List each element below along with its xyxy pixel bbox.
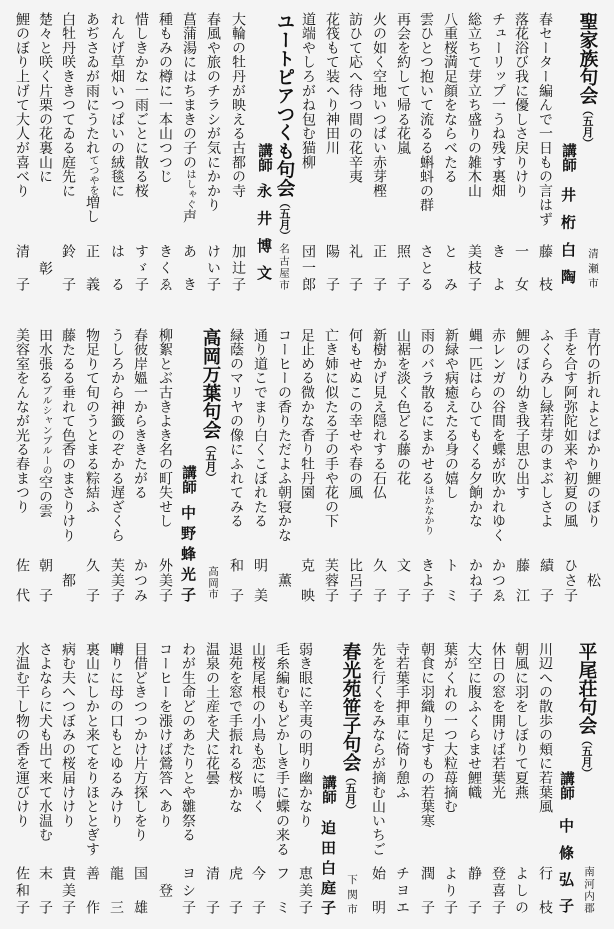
group-title-text: 高岡万葉句会 [200, 328, 221, 439]
group-location: 高岡市 [207, 566, 219, 599]
haiku-line: 新樹かげ見え隠れする石仏 [371, 328, 387, 500]
haiku-author: 国雄 [132, 866, 148, 914]
haiku-line: 葉がくれの一つ大粒苺摘む [442, 642, 458, 814]
haiku-line: 落花浴び我に優しさ戻りけり [513, 12, 529, 198]
haiku-author: きよ子 [419, 558, 435, 602]
haiku-author: 始明 [370, 866, 386, 914]
group-month: （五月） [580, 734, 593, 779]
group-title-text: 聖家族句会 [577, 12, 598, 105]
haiku-author: よしの [513, 866, 529, 914]
haiku-text-small: はしゃぐ [184, 169, 195, 210]
teacher-label: 講師 [180, 465, 196, 494]
group-title [575, 12, 599, 149]
haiku-author: 佐代 [14, 558, 30, 602]
haiku-line: 火の如く空地いつぱい赤芽樫 [371, 12, 387, 198]
haiku-author: 比呂子 [347, 558, 363, 602]
haiku-line: 新緑や病癒えたる身の嬉し [443, 328, 459, 500]
haiku-author: 陽子 [324, 244, 340, 291]
haiku-line: 寺若葉手押車に倚り憩ふ [394, 642, 410, 800]
haiku-author: 外美子 [157, 558, 173, 602]
haiku-author: 清子 [204, 866, 220, 914]
group-title-text: 平尾荘句会 [576, 642, 597, 735]
haiku-line: 水温む干し物の香を運びけり [14, 642, 30, 828]
haiku-line: 青竹の折れよとばかり鯉のぼり [585, 328, 601, 529]
haiku-author: あき [181, 244, 197, 291]
haiku-author: 清子 [14, 244, 30, 291]
haiku-author: 美枝子 [466, 244, 482, 291]
haiku-author: 礼子 [347, 244, 363, 291]
haiku-line: 春セーター編んで一日もの言はず [537, 12, 553, 227]
group-location: 名古屋市 [278, 243, 290, 290]
haiku-line: 鯉のぼり上げて大人が喜べり [14, 12, 30, 198]
haiku-author: 鈴子 [60, 244, 76, 291]
haiku-line: 大輪の牡丹が映える古都の寺 [230, 12, 246, 198]
haiku-author: 克映 [299, 558, 315, 602]
haiku-line [34, 328, 56, 518]
haiku-author: 龍三 [108, 866, 124, 914]
teacher-label: 講師 [320, 775, 336, 804]
haiku-line: 温泉の土産を犬に花曇 [204, 642, 220, 785]
haiku-line: 退苑を窓で手振れる桜かな [227, 642, 243, 814]
haiku-line: 春風や旅のチラシが気にかかり [205, 12, 221, 213]
haiku-line: コーヒーの香りただよふ朝寝かな [276, 328, 292, 543]
haiku-author: 登喜子 [490, 866, 506, 914]
haiku-text-small: ほかなかり [422, 485, 433, 536]
haiku-author: より子 [442, 866, 458, 914]
haiku-author: 和子 [228, 558, 244, 602]
haiku-line [178, 12, 200, 224]
haiku-line: 亡き姉に似たる子の手や花の下 [323, 328, 339, 529]
haiku-author: ヨシ子 [180, 866, 196, 914]
haiku-line: 種もみの樽に一本山つつじ [157, 12, 173, 184]
haiku-author: 団一郎 [300, 244, 316, 291]
haiku-text: 雨のバラ散るにまかせる [419, 328, 435, 486]
haiku-author: 藤枝 [537, 244, 553, 291]
haiku-text-tail: 声 [181, 209, 197, 224]
haiku-author: 明美 [252, 558, 268, 602]
teacher-label: 講師 [256, 143, 272, 172]
haiku-author: 芙美子 [109, 558, 125, 602]
haiku-line: 花筏もて装へり神田川 [324, 12, 340, 155]
haiku-line: うしろから神籤のぞかる遅ざくら [109, 328, 125, 543]
haiku-line: 物足りて旬のうとまる粽結ふ [84, 328, 100, 514]
haiku-line: 再会を約して帰る花嵐 [395, 12, 411, 155]
haiku-line: チューリップ一うね残す裏畑 [490, 12, 506, 198]
haiku-line: 春彼岸媼一からききたがる [132, 328, 148, 500]
haiku-author: きよ [490, 244, 506, 291]
haiku-author: 静子 [466, 866, 482, 914]
haiku-line: 柳絮とぶ古きよき名の町失せし [157, 328, 173, 529]
haiku-author: 久子 [371, 558, 387, 602]
haiku-author: かね子 [467, 558, 483, 602]
haiku-line: 赤レンガの谷間を蝶が吹かれゆく [490, 328, 506, 543]
teacher-name: 迫田白庭子 [319, 820, 337, 915]
haiku-author: 文子 [395, 558, 411, 602]
haiku-line: 楚々と咲く片栗の花裏山に [37, 12, 53, 184]
haiku-author: はる [109, 244, 125, 291]
haiku-line: 通り道こでまり白くこぼれたる [252, 328, 268, 529]
haiku-line: 鯉のぼり幼き我子思ひ出す [514, 328, 530, 500]
haiku-line: 朝風に羽をしぼりて夏燕 [513, 642, 529, 800]
haiku-author: 正子 [371, 244, 387, 291]
haiku-line: 山裾を淡く色どる藤の花 [395, 328, 411, 486]
haiku-line: ふくらみし緑若芽のまぶしさよ [538, 328, 554, 529]
haiku-line: 囀りに母の口もとゆるみけり [108, 642, 124, 828]
teacher-name: 中條弘子 [557, 818, 575, 913]
group-title-text: 春光苑笹子句会 [340, 642, 361, 772]
group-month: （五月） [581, 104, 594, 149]
haiku-text-small: てつやを [87, 155, 98, 195]
haiku-author: チヨエ [394, 866, 410, 914]
haiku-author: 虎子 [227, 866, 243, 914]
group-title [574, 642, 598, 779]
haiku-line: 病む夫へつぼみの桜届けけり [60, 642, 76, 828]
haiku-author: 恵美子 [297, 866, 313, 914]
haiku-author: 貴美子 [60, 866, 76, 914]
haiku-author: 今子 [250, 866, 266, 914]
haiku-line: 足止める微かな香り牡丹園 [299, 328, 315, 500]
haiku-line: 緑蔭のマリヤの像にふれてみる [228, 328, 244, 529]
group-title-text: ユートピアつくも句会 [274, 12, 295, 197]
haiku-author: すゞ子 [133, 244, 149, 291]
haiku-line [81, 12, 103, 224]
haiku-author: きくゑ [157, 244, 173, 291]
haiku-author: 朝子 [37, 558, 53, 602]
haiku-line: 手を合す阿弥陀如来や初夏の風 [562, 328, 578, 529]
haiku-line: 総立ちて芽立ち盛りの雑木山 [466, 12, 482, 198]
teacher-name: 永井博文 [255, 183, 273, 280]
haiku-author: 佐和子 [14, 866, 30, 914]
haiku-author: 潤子 [419, 866, 435, 914]
group-title [338, 642, 362, 816]
haiku-author: けい子 [205, 244, 221, 291]
haiku-author: 彰 [37, 260, 53, 275]
haiku-author: 一女 [513, 244, 529, 291]
haiku-line: わが生命どのあたりとや雛祭る [180, 642, 196, 843]
haiku-line: 目借どきつつかけ片方探しをり [132, 642, 148, 843]
haiku-author: 照子 [395, 244, 411, 291]
group-location: 清瀬市 [587, 248, 599, 288]
haiku-author: 正義 [84, 244, 100, 291]
group-month: （五月） [344, 771, 357, 816]
haiku-text-tail: 空の雲 [37, 475, 53, 519]
group-month: （五月） [278, 197, 291, 241]
haiku-author: さとる [418, 244, 434, 291]
haiku-author: とみ [442, 244, 458, 291]
haiku-line: 先を行くをみならが摘む山いちご [370, 642, 386, 857]
haiku-author: 都 [60, 573, 76, 587]
haiku-author: 加辻子 [230, 244, 246, 291]
haiku-author: かつみ [132, 558, 148, 602]
haiku-author: 末子 [37, 866, 53, 914]
haiku-line: 毛糸編むもどかしき手に蝶の来る [274, 642, 290, 857]
haiku-line: 美容室をんなが光る春まつり [14, 328, 30, 514]
haiku-text: 田水張る [37, 328, 53, 386]
haiku-author: 薫 [276, 573, 292, 587]
haiku-line: れんげ草畑いつぱいの絨毯に [109, 12, 125, 198]
haiku-line: 白牡丹咲ききつてゐる庭先に [60, 12, 76, 198]
haiku-text: 菖蒲湯にはちまきの子の [181, 12, 197, 170]
haiku-line: 蝿一匹はらひてもくる夕餉かな [467, 328, 483, 529]
teacher-label: 講師 [560, 143, 576, 172]
haiku-author: 藤江 [514, 558, 530, 602]
haiku-author: 芙蓉子 [323, 558, 339, 602]
haiku-author: 善作 [84, 866, 100, 914]
haiku-line: 休日の窓を開けば若葉光 [490, 642, 506, 800]
group-title [272, 12, 296, 241]
haiku-line [416, 328, 438, 535]
haiku-line: 川辺への散歩の頬に若葉風 [537, 642, 553, 814]
haiku-line: 何もせぬこの幸せや春の風 [347, 328, 363, 500]
haiku-line: 道端やしろがね包む猫柳 [300, 12, 316, 170]
group-month: （五月） [204, 439, 217, 483]
group-location: 南河内郡 [583, 866, 595, 913]
haiku-line: 雲ひとつ抱いて流るる蝌蚪の群 [418, 12, 434, 213]
group-title [198, 328, 222, 483]
haiku-line: 藤たるる垂れて色香のまさりけり [60, 328, 76, 543]
group-location: 下関市 [346, 874, 358, 914]
haiku-text-tail: 増し [84, 195, 100, 224]
haiku-line: 訪ひて応へ待つ間の花辛夷 [347, 12, 363, 184]
teacher-label: 講師 [558, 771, 574, 800]
haiku-author: 登 [157, 883, 173, 897]
haiku-author: 久子 [84, 558, 100, 602]
haiku-author: 松 [585, 573, 601, 587]
haiku-author: フミ [274, 866, 290, 914]
haiku-line: 裏山にしかと来てをりほととぎす [84, 642, 100, 857]
haiku-line: 弱き眼に辛夷の明り幽かなり [297, 642, 313, 828]
haiku-line: さよならに犬も出て来て水温む [37, 642, 53, 843]
haiku-author: トミ [443, 558, 459, 602]
teacher-name: 井桁白陶 [559, 187, 577, 284]
haiku-line: 八重桜満足顔をならべたる [442, 12, 458, 184]
haiku-line: 山桜尾根の小鳥も恋に鳴く [250, 642, 266, 814]
haiku-line: 朝食に羽織り足すもの若葉寒 [419, 642, 435, 828]
haiku-line: コーヒーを漲けば鶯答へあり [157, 642, 173, 828]
haiku-author: 行枝 [537, 866, 553, 914]
haiku-line: 惜しきかな一雨ごとに散る桜 [133, 12, 149, 198]
haiku-line: 大空に腹ふくらませ鯉幟 [466, 642, 482, 800]
teacher-name: 中野蜂光子 [179, 505, 197, 602]
haiku-text-small: ブルシャンブルーの [40, 385, 51, 476]
haiku-text: あぢさゐが雨にうたれ [84, 12, 100, 155]
haiku-author: かつゑ [490, 558, 506, 602]
haiku-author: 績子 [538, 558, 554, 602]
haiku-author: ひさ子 [562, 558, 578, 602]
